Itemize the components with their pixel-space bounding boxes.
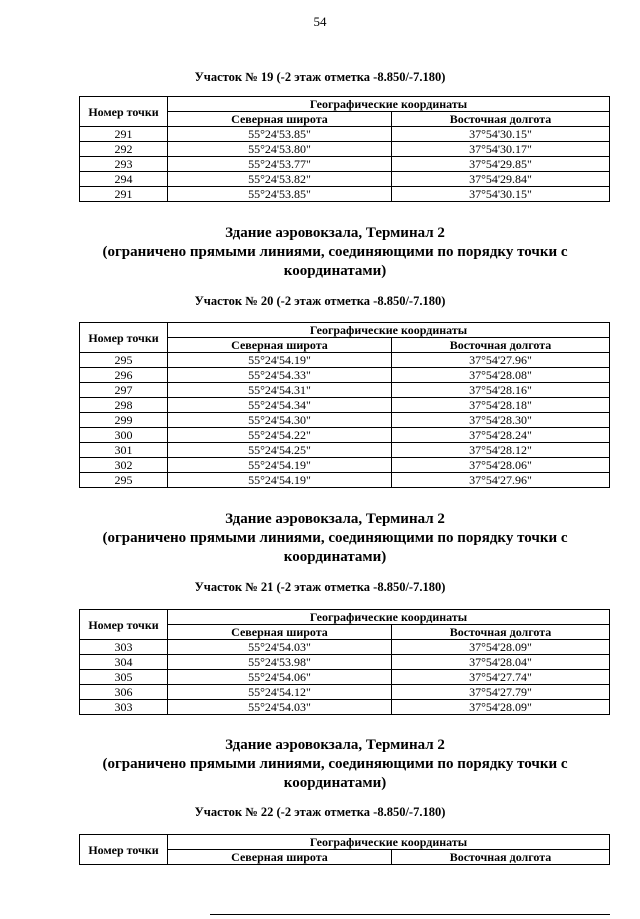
header-point-number: Номер точки bbox=[80, 835, 168, 865]
point-number: 297 bbox=[80, 383, 168, 398]
east-lon: 37°54'28.24" bbox=[392, 428, 610, 443]
point-number: 305 bbox=[80, 670, 168, 685]
table-row bbox=[80, 428, 610, 443]
table-row bbox=[80, 473, 610, 488]
east-lon: 37°54'28.30" bbox=[392, 413, 610, 428]
table-row bbox=[80, 670, 610, 685]
east-lon: 37°54'29.85" bbox=[392, 157, 610, 172]
heading-line: (ограничено прямыми линиями, соединяющими по порядку точки с bbox=[102, 530, 568, 546]
table-row bbox=[80, 443, 610, 458]
north-lat: 55°24'53.80" bbox=[168, 142, 392, 157]
point-number: 306 bbox=[80, 685, 168, 700]
north-lat: 55°24'53.85" bbox=[168, 187, 392, 202]
east-lon: 37°54'27.79" bbox=[392, 685, 610, 700]
table-row bbox=[80, 700, 610, 715]
point-number: 299 bbox=[80, 413, 168, 428]
coords-table-20 bbox=[79, 322, 610, 488]
north-lat: 55°24'54.03" bbox=[168, 700, 392, 715]
point-number: 296 bbox=[80, 368, 168, 383]
page-number: 54 bbox=[313, 14, 327, 29]
east-lon: 37°54'29.84" bbox=[392, 172, 610, 187]
header-north-lat: Северная широта bbox=[168, 112, 392, 127]
heading-line: координатами) bbox=[283, 775, 387, 791]
point-number: 292 bbox=[80, 142, 168, 157]
table-row bbox=[80, 368, 610, 383]
point-number: 300 bbox=[80, 428, 168, 443]
point-number: 303 bbox=[80, 700, 168, 715]
header-geo-coords: Географические координаты bbox=[168, 610, 610, 625]
header-point-number: Номер точки bbox=[80, 610, 168, 640]
point-number: 291 bbox=[80, 127, 168, 142]
table-row bbox=[80, 383, 610, 398]
header-north-lat: Северная широта bbox=[168, 850, 392, 865]
point-number: 302 bbox=[80, 458, 168, 473]
section-title-22: Участок № 22 (-2 этаж отметка -8.850/-7.180) bbox=[194, 805, 446, 819]
heading-line: Здание аэровокзала, Терминал 2 bbox=[225, 737, 445, 753]
north-lat: 55°24'54.33" bbox=[168, 368, 392, 383]
header-east-lon: Восточная долгота bbox=[392, 112, 610, 127]
table-row bbox=[80, 353, 610, 368]
heading-line: Здание аэровокзала, Терминал 2 bbox=[225, 225, 445, 241]
east-lon: 37°54'28.04" bbox=[392, 655, 610, 670]
header-point-number: Номер точки bbox=[80, 97, 168, 127]
point-number: 291 bbox=[80, 187, 168, 202]
header-north-lat: Северная широта bbox=[168, 625, 392, 640]
north-lat: 55°24'54.19" bbox=[168, 353, 392, 368]
point-number: 304 bbox=[80, 655, 168, 670]
table-row bbox=[80, 187, 610, 202]
heading-line: координатами) bbox=[283, 263, 387, 279]
east-lon: 37°54'28.09" bbox=[392, 700, 610, 715]
coords-table-21 bbox=[79, 609, 610, 715]
north-lat: 55°24'53.98" bbox=[168, 655, 392, 670]
north-lat: 55°24'53.82" bbox=[168, 172, 392, 187]
east-lon: 37°54'30.15" bbox=[392, 187, 610, 202]
header-point-number: Номер точки bbox=[80, 323, 168, 353]
header-east-lon: Восточная долгота bbox=[392, 625, 610, 640]
header-east-lon: Восточная долгота bbox=[392, 338, 610, 353]
point-number: 295 bbox=[80, 473, 168, 488]
north-lat: 55°24'54.06" bbox=[168, 670, 392, 685]
east-lon: 37°54'27.74" bbox=[392, 670, 610, 685]
table-row bbox=[80, 685, 610, 700]
section-title-21: Участок № 21 (-2 этаж отметка -8.850/-7.180) bbox=[194, 580, 446, 594]
east-lon: 37°54'30.15" bbox=[392, 127, 610, 142]
north-lat: 55°24'54.30" bbox=[168, 413, 392, 428]
table-row bbox=[80, 640, 610, 655]
header-geo-coords: Географические координаты bbox=[168, 835, 610, 850]
east-lon: 37°54'27.96" bbox=[392, 353, 610, 368]
east-lon: 37°54'27.96" bbox=[392, 473, 610, 488]
point-number: 301 bbox=[80, 443, 168, 458]
point-number: 294 bbox=[80, 172, 168, 187]
terminal-heading bbox=[70, 510, 600, 567]
coords-table-19 bbox=[79, 96, 610, 202]
header-geo-coords: Географические координаты bbox=[168, 323, 610, 338]
table-row bbox=[80, 655, 610, 670]
table-row bbox=[80, 127, 610, 142]
east-lon: 37°54'28.06" bbox=[392, 458, 610, 473]
heading-line: координатами) bbox=[283, 549, 387, 565]
point-number: 293 bbox=[80, 157, 168, 172]
table-row bbox=[80, 157, 610, 172]
point-number: 303 bbox=[80, 640, 168, 655]
header-north-lat: Северная широта bbox=[168, 338, 392, 353]
north-lat: 55°24'54.22" bbox=[168, 428, 392, 443]
north-lat: 55°24'54.19" bbox=[168, 473, 392, 488]
north-lat: 55°24'53.85" bbox=[168, 127, 392, 142]
north-lat: 55°24'54.12" bbox=[168, 685, 392, 700]
heading-line: Здание аэровокзала, Терминал 2 bbox=[225, 511, 445, 527]
north-lat: 55°24'54.31" bbox=[168, 383, 392, 398]
north-lat: 55°24'54.34" bbox=[168, 398, 392, 413]
section-title-19: Участок № 19 (-2 этаж отметка -8.850/-7.180) bbox=[194, 70, 446, 84]
coords-table-22 bbox=[79, 834, 610, 865]
north-lat: 55°24'54.19" bbox=[168, 458, 392, 473]
table-row bbox=[80, 413, 610, 428]
table-row bbox=[80, 458, 610, 473]
east-lon: 37°54'28.08" bbox=[392, 368, 610, 383]
east-lon: 37°54'28.09" bbox=[392, 640, 610, 655]
table-row bbox=[80, 172, 610, 187]
heading-line: (ограничено прямыми линиями, соединяющими по порядку точки с bbox=[102, 756, 568, 772]
terminal-heading bbox=[70, 224, 600, 281]
heading-line: (ограничено прямыми линиями, соединяющими по порядку точки с bbox=[102, 244, 568, 260]
east-lon: 37°54'28.18" bbox=[392, 398, 610, 413]
point-number: 295 bbox=[80, 353, 168, 368]
table-row bbox=[80, 142, 610, 157]
header-east-lon: Восточная долгота bbox=[392, 850, 610, 865]
section-title-20: Участок № 20 (-2 этаж отметка -8.850/-7.180) bbox=[194, 294, 446, 308]
north-lat: 55°24'54.03" bbox=[168, 640, 392, 655]
terminal-heading bbox=[70, 736, 600, 793]
north-lat: 55°24'54.25" bbox=[168, 443, 392, 458]
page-divider bbox=[210, 914, 610, 915]
table-row bbox=[80, 398, 610, 413]
east-lon: 37°54'28.12" bbox=[392, 443, 610, 458]
east-lon: 37°54'30.17" bbox=[392, 142, 610, 157]
east-lon: 37°54'28.16" bbox=[392, 383, 610, 398]
north-lat: 55°24'53.77" bbox=[168, 157, 392, 172]
point-number: 298 bbox=[80, 398, 168, 413]
header-geo-coords: Географические координаты bbox=[168, 97, 610, 112]
